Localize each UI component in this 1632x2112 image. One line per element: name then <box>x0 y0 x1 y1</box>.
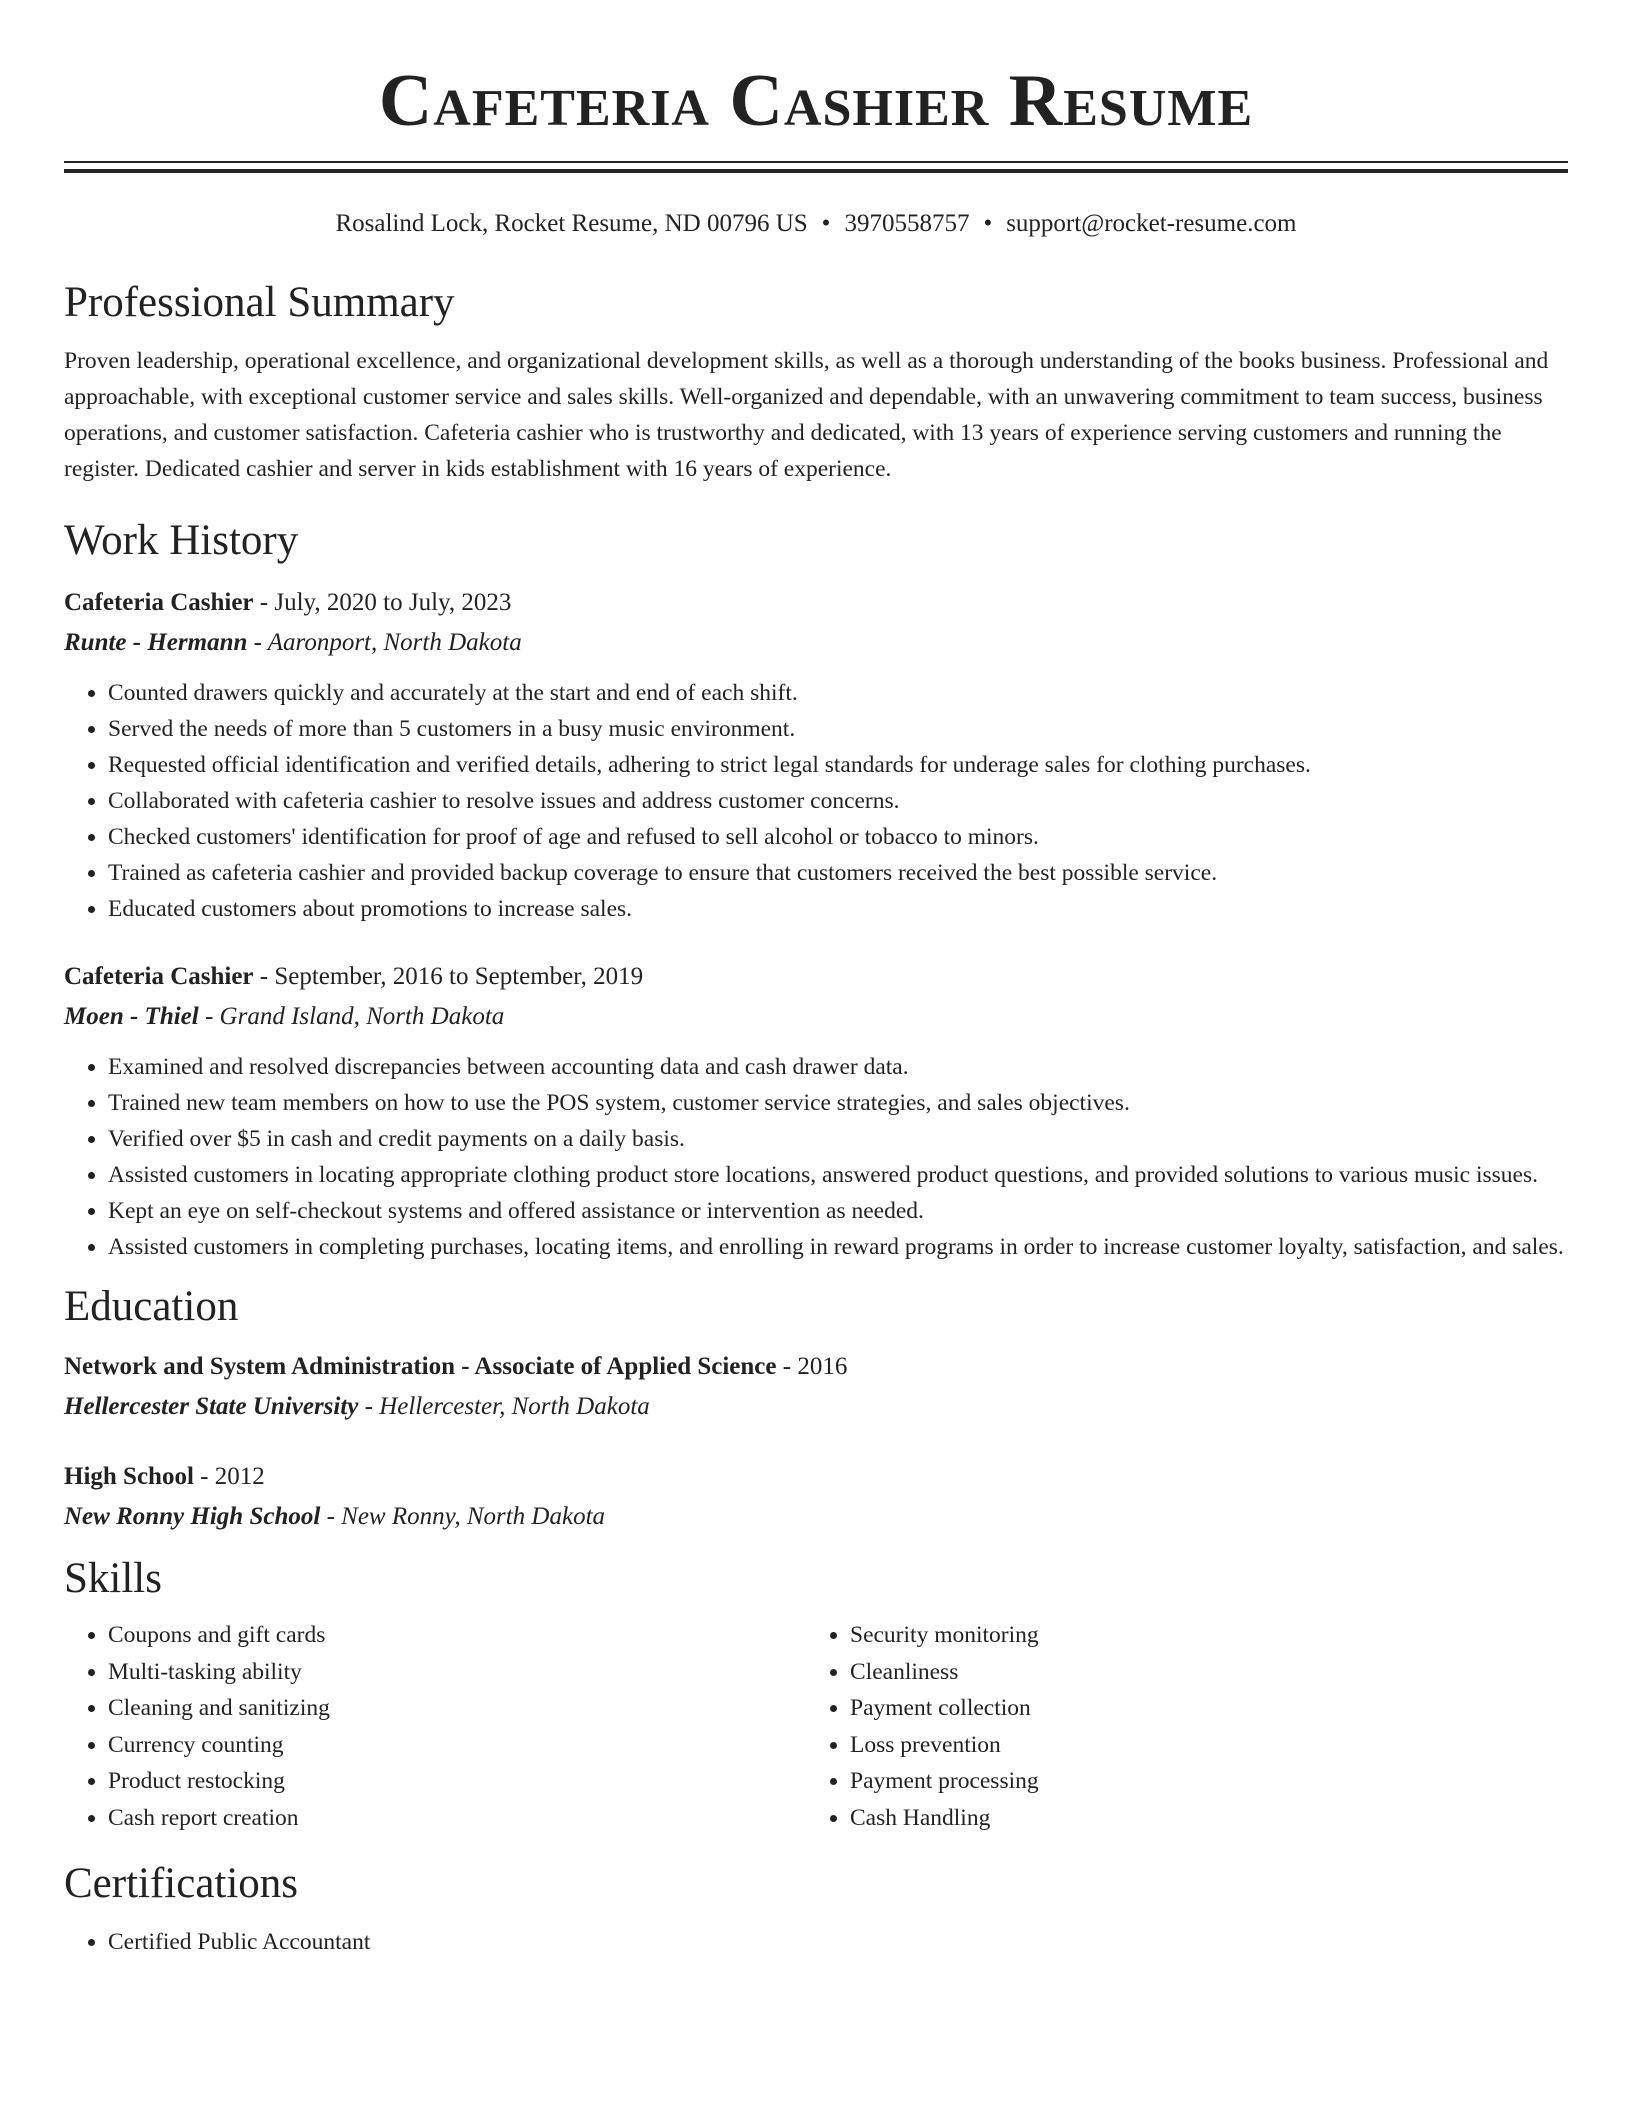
title-divider-thin <box>64 161 1568 163</box>
certifications-list <box>64 1924 1568 1960</box>
contact-separator: • <box>821 210 831 237</box>
job-bullet: • Verified over $5 in cash and credit payments on a daily basis. <box>108 1121 1568 1157</box>
contact-phone: 3970558757 <box>844 210 970 237</box>
skill-item: • Security monitoring <box>850 1617 1548 1654</box>
school-location: - Hellercester, North Dakota <box>358 1393 650 1420</box>
skill-item: • Product restocking <box>108 1763 806 1800</box>
skill-item: • Payment processing <box>850 1763 1548 1800</box>
employer-name: Moen - Thiel <box>64 1003 199 1030</box>
degree-year: - 2016 <box>776 1353 848 1380</box>
skills-list-right <box>806 1617 1548 1836</box>
degree-line <box>64 1457 1568 1497</box>
summary-heading: Professional Summary <box>64 279 455 326</box>
job-bullet: • Counted drawers quickly and accurately at the start and end of each shift. <box>108 675 1568 711</box>
employer-line <box>64 623 1568 663</box>
school-line <box>64 1497 1568 1537</box>
resume-title: Cafeteria Cashier Resume <box>378 60 1254 142</box>
job-bullet: • Trained new team members on how to use the POS system, customer service strategies, and sales objectives. <box>108 1085 1568 1121</box>
job-title-line <box>64 583 1568 623</box>
skill-item: • Loss prevention <box>850 1727 1548 1764</box>
job-bullets <box>64 1049 1568 1265</box>
employer-line <box>64 997 1568 1037</box>
job-bullet: • Assisted customers in completing purchases, locating items, and enrolling in reward programs in order to increase customer loyalty, satisfaction, and sales. <box>108 1229 1568 1265</box>
skills-heading: Skills <box>64 1555 162 1602</box>
job-dates: - September, 2016 to September, 2019 <box>253 963 644 990</box>
job-title: Cafeteria Cashier <box>64 589 254 616</box>
job-bullet: • Checked customers' identification for proof of age and refused to sell alcohol or tobacco to minors. <box>108 819 1568 855</box>
contact-separator: • <box>983 210 993 237</box>
job-bullet: • Served the needs of more than 5 customers in a busy music environment. <box>108 711 1568 747</box>
school-name: Hellercester State University <box>64 1393 359 1420</box>
title-divider-thick <box>64 169 1568 173</box>
degree-line <box>64 1347 1568 1387</box>
skill-item: • Coupons and gift cards <box>108 1617 806 1654</box>
job-title-line <box>64 957 1568 997</box>
education-heading: Education <box>64 1283 239 1330</box>
job-dates: - July, 2020 to July, 2023 <box>253 589 512 616</box>
skill-item: • Payment collection <box>850 1690 1548 1727</box>
degree-year: - 2012 <box>193 1463 265 1490</box>
skill-item: • Currency counting <box>108 1727 806 1764</box>
skill-item: • Cash Handling <box>850 1800 1548 1837</box>
job-bullet: • Educated customers about promotions to increase sales. <box>108 891 1568 927</box>
education-entry <box>64 1347 1568 1427</box>
job-title: Cafeteria Cashier <box>64 963 254 990</box>
job-bullet: • Examined and resolved discrepancies between accounting data and cash drawer data. <box>108 1049 1568 1085</box>
skill-item: • Cleaning and sanitizing <box>108 1690 806 1727</box>
job-bullet: • Assisted customers in locating appropriate clothing product store locations, answered product questions, and provided solutions to various music issues. <box>108 1157 1568 1193</box>
certification-item: • Certified Public Accountant <box>108 1924 1568 1960</box>
job-bullet: • Trained as cafeteria cashier and provided backup coverage to ensure that customers received the best possible service. <box>108 855 1568 891</box>
certifications-heading: Certifications <box>64 1860 299 1907</box>
degree-name: Network and System Administration - Associate of Applied Science <box>64 1353 777 1380</box>
contact-line <box>64 207 1568 241</box>
job-bullet: • Kept an eye on self-checkout systems and offered assistance or intervention as needed. <box>108 1193 1568 1229</box>
job-entry <box>64 957 1568 1265</box>
school-name: New Ronny High School <box>64 1503 321 1530</box>
employer-location: - Grand Island, North Dakota <box>198 1003 505 1030</box>
school-location: - New Ronny, North Dakota <box>320 1503 606 1530</box>
job-bullets <box>64 675 1568 927</box>
education-entry <box>64 1457 1568 1537</box>
skill-item: • Multi-tasking ability <box>108 1654 806 1691</box>
school-line <box>64 1387 1568 1427</box>
job-entry <box>64 583 1568 927</box>
job-bullet: • Collaborated with cafeteria cashier to resolve issues and address customer concerns. <box>108 783 1568 819</box>
skills-list-left <box>64 1617 806 1836</box>
degree-name: High School <box>64 1463 194 1490</box>
work-history-heading: Work History <box>64 517 299 564</box>
skill-item: • Cash report creation <box>108 1800 806 1837</box>
contact-address: Rosalind Lock, Rocket Resume, ND 00796 US <box>335 210 808 237</box>
summary-text: Proven leadership, operational excellence, and organizational development skills, as well as a thorough understanding of the books business. Professional and approachable, with exceptional customer service and sales skills. Well-organized and dependable, with an unwavering commitment to team success, business operations, and customer satisfaction. Cafeteria cashier who is trustworthy and dedicated, with 13 years of experience serving customers and running the register. Dedicated cashier and server in kids establishment with 16 years of experience. <box>64 348 1549 482</box>
employer-location: - Aaronport, North Dakota <box>247 629 522 656</box>
contact-email: support@rocket-resume.com <box>1006 210 1297 237</box>
skills-columns <box>64 1617 1568 1836</box>
resume-page <box>64 0 1568 1960</box>
skill-item: • Cleanliness <box>850 1654 1548 1691</box>
job-bullet: • Requested official identification and verified details, adhering to strict legal standards for underage sales for clothing purchases. <box>108 747 1568 783</box>
employer-name: Runte - Hermann <box>64 629 248 656</box>
